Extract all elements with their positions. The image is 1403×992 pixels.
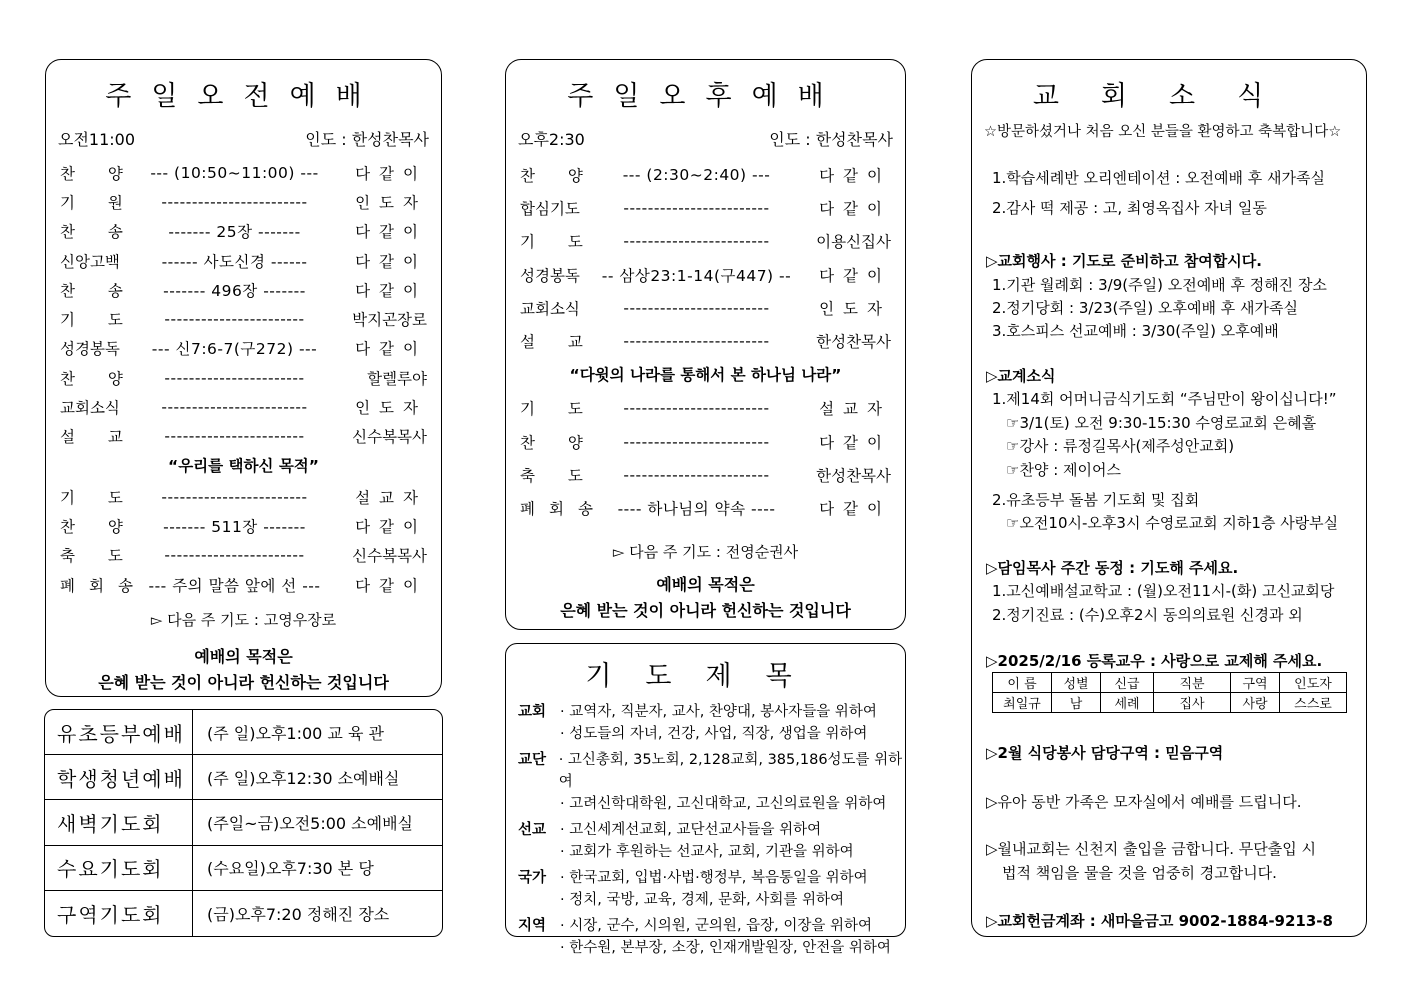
order-person: 다같이 <box>819 199 891 218</box>
warning-line-2: 법적 책임을 물을 것을 엄중히 경고합니다. <box>1002 864 1277 882</box>
prayer-item: · 한수원, 본부장, 소장, 인재개발원장, 안전을 위하여 <box>560 940 891 956</box>
afternoon-purpose-2: 은혜 받는 것이 아니라 헌신하는 것입니다 <box>560 600 851 620</box>
order-detail: ------------------------ <box>161 487 308 506</box>
order-detail: ----------------------- <box>164 310 305 329</box>
schedule-time: (금)오후7:20 정해진 장소 <box>207 904 390 924</box>
registration-cell: 집사 <box>1154 693 1231 713</box>
order-person: 다같이 <box>819 166 891 185</box>
order-row <box>46 246 441 275</box>
schedule-row <box>45 755 442 800</box>
order-person: 다같이 <box>355 517 427 536</box>
order-row <box>506 291 905 324</box>
order-detail: ------- 25장 ------- <box>168 223 301 242</box>
order-detail: ------------------------ <box>623 332 770 351</box>
order-label: 기 도 <box>520 400 597 419</box>
event-item: 1.기관 월례회 : 3/9(주일) 오전예배 후 정해진 장소 <box>992 276 1327 294</box>
order-person: 할렐루야 <box>367 369 427 388</box>
afternoon-purpose-1: 예배의 목적은 <box>656 574 755 594</box>
order-label: 찬 양 <box>60 164 137 183</box>
schedule-row <box>45 891 442 936</box>
order-label: 기 도 <box>520 233 597 252</box>
event-item: 2.정기당회 : 3/23(주일) 오후예배 후 새가족실 <box>992 299 1298 317</box>
order-label: 성경봉독 <box>520 266 580 285</box>
order-person: 다같이 <box>355 281 427 300</box>
prayer-title: 기도제목 <box>585 661 826 692</box>
afternoon-sermon-title: “다윗의 나라를 통해서 본 하나님 나라” <box>569 365 842 384</box>
order-person: 다같이 <box>819 266 891 285</box>
order-label: 교회소식 <box>520 299 580 318</box>
news-item: 1.학습세례반 오리엔테이션 : 오전예배 후 새가족실 <box>992 169 1326 187</box>
order-person: 다같이 <box>355 252 427 271</box>
morning-sermon-title: “우리를 택하신 목적” <box>168 456 319 475</box>
news-item: 2.감사 떡 제공 : 고, 최영옥집사 자녀 일동 <box>992 199 1267 217</box>
registration-cell: 최일규 <box>993 693 1052 713</box>
pastor-title: ▷담임목사 주간 동정 : 기도해 주세요. <box>986 559 1239 577</box>
registration-table <box>992 672 1347 713</box>
registration-header-cell: 직분 <box>1154 673 1231 693</box>
presbytery-detail: ☞3/1(토) 오전 9:30-15:30 수영로교회 은혜홀 <box>1006 414 1317 432</box>
morning-title: 주일오전예배 <box>105 81 382 112</box>
schedule-row <box>45 800 442 845</box>
prayer-group <box>506 867 905 911</box>
order-person: 다같이 <box>819 500 891 519</box>
order-row <box>46 570 441 599</box>
order-person: 설교자 <box>355 488 427 507</box>
order-row <box>46 217 441 246</box>
event-item: 3.호스피스 선교예배 : 3/30(주일) 오후예배 <box>992 322 1279 340</box>
afternoon-next-prayer: ▻ 다음 주 기도 : 전영순권사 <box>612 542 799 561</box>
prayer-item: · 교역자, 직분자, 교사, 찬양대, 봉사자들을 위하여 <box>560 704 877 720</box>
afternoon-service-panel <box>505 59 906 630</box>
order-label: 기 도 <box>60 488 137 507</box>
order-person: 다같이 <box>355 164 427 183</box>
morning-purpose-2: 은혜 받는 것이 아니라 헌신하는 것입니다 <box>98 673 389 693</box>
afternoon-leader: 인도 : 한성찬목사 <box>769 130 893 149</box>
order-person: 설교자 <box>819 400 891 419</box>
order-label: 폐회송 <box>60 576 147 595</box>
order-row <box>506 191 905 224</box>
order-row <box>506 425 905 458</box>
presbytery-title: ▷교계소식 <box>986 367 1056 385</box>
order-label: 찬 송 <box>60 281 137 300</box>
registration-title: ▷2025/2/16 등록교우 : 사랑으로 교제해 주세요. <box>986 652 1323 670</box>
order-label: 신앙고백 <box>60 252 120 271</box>
order-person: 인도자 <box>355 193 427 212</box>
registration-cell: 사랑 <box>1231 693 1280 713</box>
order-label: 기 도 <box>60 311 137 330</box>
prayer-category <box>518 937 560 959</box>
schedule-row <box>45 846 442 891</box>
order-row <box>506 492 905 525</box>
presbytery-detail: ☞강사 : 류정길목사(제주성안교회) <box>1006 437 1235 455</box>
pastor-item: 2.정기진료 : (수)오후2시 동의의료원 신경과 외 <box>992 606 1303 624</box>
prayer-category <box>518 841 560 863</box>
order-label: 찬 양 <box>520 166 597 185</box>
order-person: 인도자 <box>819 299 891 318</box>
registration-cell: 남 <box>1052 693 1101 713</box>
order-detail: ----------------------- <box>164 368 305 387</box>
order-row <box>506 258 905 291</box>
order-label: 합심기도 <box>520 199 580 218</box>
order-row <box>46 511 441 540</box>
morning-leader: 인도 : 한성찬목사 <box>305 130 429 149</box>
account-info: ▷교회헌금계좌 : 새마을금고 9002-1884-9213-8 <box>986 912 1333 930</box>
schedule-row <box>45 710 442 755</box>
prayer-item: · 한국교회, 입법·사법·행정부, 복음통일을 위하여 <box>560 870 868 886</box>
order-detail: ------------------------ <box>623 198 770 217</box>
order-row <box>506 225 905 258</box>
order-person: 이용신집사 <box>816 233 891 252</box>
order-row <box>46 275 441 304</box>
morning-service-panel <box>45 59 442 697</box>
order-row <box>46 304 441 333</box>
order-label: 찬 양 <box>60 517 137 536</box>
events-title: ▷교회행사 : 기도로 준비하고 참여합시다. <box>986 252 1262 270</box>
prayer-item: · 고신총회, 35노회, 2,128교회, 385,186성도를 위하여 <box>558 752 903 790</box>
order-row <box>46 392 441 421</box>
order-detail: ---- 하나님의 약속 ---- <box>617 500 776 519</box>
order-detail: ------ 사도신경 ------ <box>161 252 308 271</box>
order-detail: ------------------------ <box>623 466 770 485</box>
order-label: 성경봉독 <box>60 340 120 359</box>
prayer-group <box>506 915 905 959</box>
order-label: 폐회송 <box>520 500 607 519</box>
schedule-name: 새벽기도회 <box>45 800 193 844</box>
order-label: 찬 양 <box>60 369 137 388</box>
news-welcome: ☆방문하셨거나 처음 오신 분들을 환영하고 축복합니다☆ <box>984 124 1342 140</box>
order-person: 한성찬목사 <box>816 333 891 352</box>
order-detail: ----------------------- <box>164 427 305 446</box>
order-detail: ----------------------- <box>164 546 305 565</box>
order-detail: ------------------------ <box>161 398 308 417</box>
prayer-item: · 시장, 군수, 시의원, 군의원, 읍장, 이장을 위하여 <box>560 918 873 934</box>
prayer-item: · 고려신학대학원, 고신대학교, 고신의료원을 위하여 <box>560 796 887 812</box>
prayer-category <box>518 793 560 815</box>
order-row <box>506 392 905 425</box>
prayer-category: 교단 <box>518 752 547 768</box>
church-news-panel <box>971 59 1367 937</box>
morning-next-prayer: ▻ 다음 주 기도 : 고영우장로 <box>150 611 337 630</box>
order-person: 다같이 <box>355 223 427 242</box>
order-label: 찬 양 <box>520 433 597 452</box>
order-detail: ------------------------ <box>161 192 308 211</box>
registration-header-cell: 이 름 <box>993 673 1052 693</box>
order-label: 찬 송 <box>60 223 137 242</box>
order-detail: --- 주의 말씀 앞에 선 --- <box>148 576 321 595</box>
order-row <box>46 363 441 392</box>
order-detail: ------------------------ <box>623 432 770 451</box>
order-row <box>46 422 441 451</box>
meal-service: ▷2월 식당봉사 담당구역 : 믿음구역 <box>986 744 1224 762</box>
order-row <box>506 458 905 491</box>
order-person: 인도자 <box>355 399 427 418</box>
prayer-category <box>518 889 560 911</box>
order-detail: ------- 496장 ------- <box>163 281 306 300</box>
order-label: 교회소식 <box>60 399 120 418</box>
morning-purpose-1: 예배의 목적은 <box>194 647 293 667</box>
schedule-time: (주 일)오후12:30 소예배실 <box>207 768 400 788</box>
prayer-item: · 고신세계선교회, 교단선교사들을 위하여 <box>560 822 822 838</box>
order-person: 한성찬목사 <box>816 467 891 486</box>
order-row <box>46 541 441 570</box>
prayer-group <box>506 819 905 863</box>
order-detail: --- (2:30~2:40) --- <box>622 165 771 184</box>
prayer-topics-panel <box>505 643 906 956</box>
order-row <box>46 158 441 187</box>
order-person: 다같이 <box>355 340 427 359</box>
prayer-category: 지역 <box>518 918 547 934</box>
afternoon-title: 주일오후예배 <box>567 81 844 112</box>
prayer-group <box>506 749 905 815</box>
schedule-time: (주일~금)오전5:00 소예배실 <box>207 813 414 833</box>
afternoon-time: 오후2:30 <box>518 130 585 149</box>
order-person: 다같이 <box>819 433 891 452</box>
order-detail: ------------------------ <box>623 399 770 418</box>
prayer-category <box>518 723 560 745</box>
schedule-table <box>44 709 443 937</box>
schedule-name: 구역기도회 <box>45 891 193 936</box>
news-title: 교회소식 <box>1032 81 1306 112</box>
schedule-name: 유초등부예배 <box>45 710 193 754</box>
registration-header-cell: 인도자 <box>1280 673 1347 693</box>
presbytery-detail: ☞오전10시-오후3시 수영로교회 지하1층 사랑부실 <box>1006 514 1339 532</box>
order-person: 다같이 <box>355 576 427 595</box>
order-detail: ------- 511장 ------- <box>163 517 306 536</box>
prayer-category: 선교 <box>518 822 547 838</box>
order-row <box>46 334 441 363</box>
warning-line-1: ▷월내교회는 신천지 출입을 금합니다. 무단출입 시 <box>986 840 1316 858</box>
order-detail: --- (10:50~11:00) --- <box>150 163 319 182</box>
schedule-time: (주 일)오후1:00 교 육 관 <box>207 723 384 743</box>
order-person: 신수복목사 <box>352 547 427 566</box>
presbytery-detail: ☞찬양 : 제이어스 <box>1006 461 1121 479</box>
prayer-item: · 성도들의 자녀, 건강, 사업, 직장, 생업을 위하여 <box>560 726 868 742</box>
prayer-category: 국가 <box>518 870 547 886</box>
prayer-group <box>506 701 905 745</box>
order-row <box>506 158 905 191</box>
morning-time: 오전11:00 <box>58 130 136 149</box>
schedule-time: (수요일)오후7:30 본 당 <box>207 859 374 879</box>
order-person: 신수복목사 <box>352 428 427 447</box>
order-label: 축 도 <box>60 547 137 566</box>
order-row <box>46 187 441 216</box>
infant-notice: ▷유아 동반 가족은 모자실에서 예배를 드립니다. <box>986 793 1302 811</box>
schedule-name: 수요기도회 <box>45 846 193 890</box>
presbytery-item: 2.유초등부 돌봄 기도회 및 집회 <box>992 491 1200 509</box>
order-label: 기 원 <box>60 193 137 212</box>
registration-cell: 스스로 <box>1280 693 1347 713</box>
order-label: 설 교 <box>60 428 137 447</box>
order-person: 박지곤장로 <box>352 311 427 330</box>
registration-header-cell: 신급 <box>1101 673 1154 693</box>
schedule-name: 학생청년예배 <box>45 755 193 799</box>
order-row <box>506 324 905 357</box>
prayer-item: · 정치, 국방, 교육, 경제, 문화, 사회를 위하여 <box>560 892 845 908</box>
order-detail: ------------------------ <box>623 298 770 317</box>
order-detail: --- 신7:6-7(구272) --- <box>151 340 318 359</box>
order-detail: -- 삼상23:1-14(구447) -- <box>601 266 792 285</box>
registration-header-cell: 성별 <box>1052 673 1101 693</box>
order-detail: ------------------------ <box>623 232 770 251</box>
registration-header-cell: 구역 <box>1231 673 1280 693</box>
order-label: 설 교 <box>520 333 597 352</box>
registration-cell: 세례 <box>1101 693 1154 713</box>
order-label: 축 도 <box>520 467 597 486</box>
order-row <box>46 482 441 511</box>
prayer-category: 교회 <box>518 704 547 720</box>
prayer-item: · 교회가 후원하는 선교사, 교회, 기관을 위하여 <box>560 844 854 860</box>
pastor-item: 1.고신예배설교학교 : (월)오전11시-(화) 고신교회당 <box>992 582 1335 600</box>
presbytery-item: 1.제14회 어머니금식기도회 “주님만이 왕이십니다!” <box>992 390 1337 408</box>
